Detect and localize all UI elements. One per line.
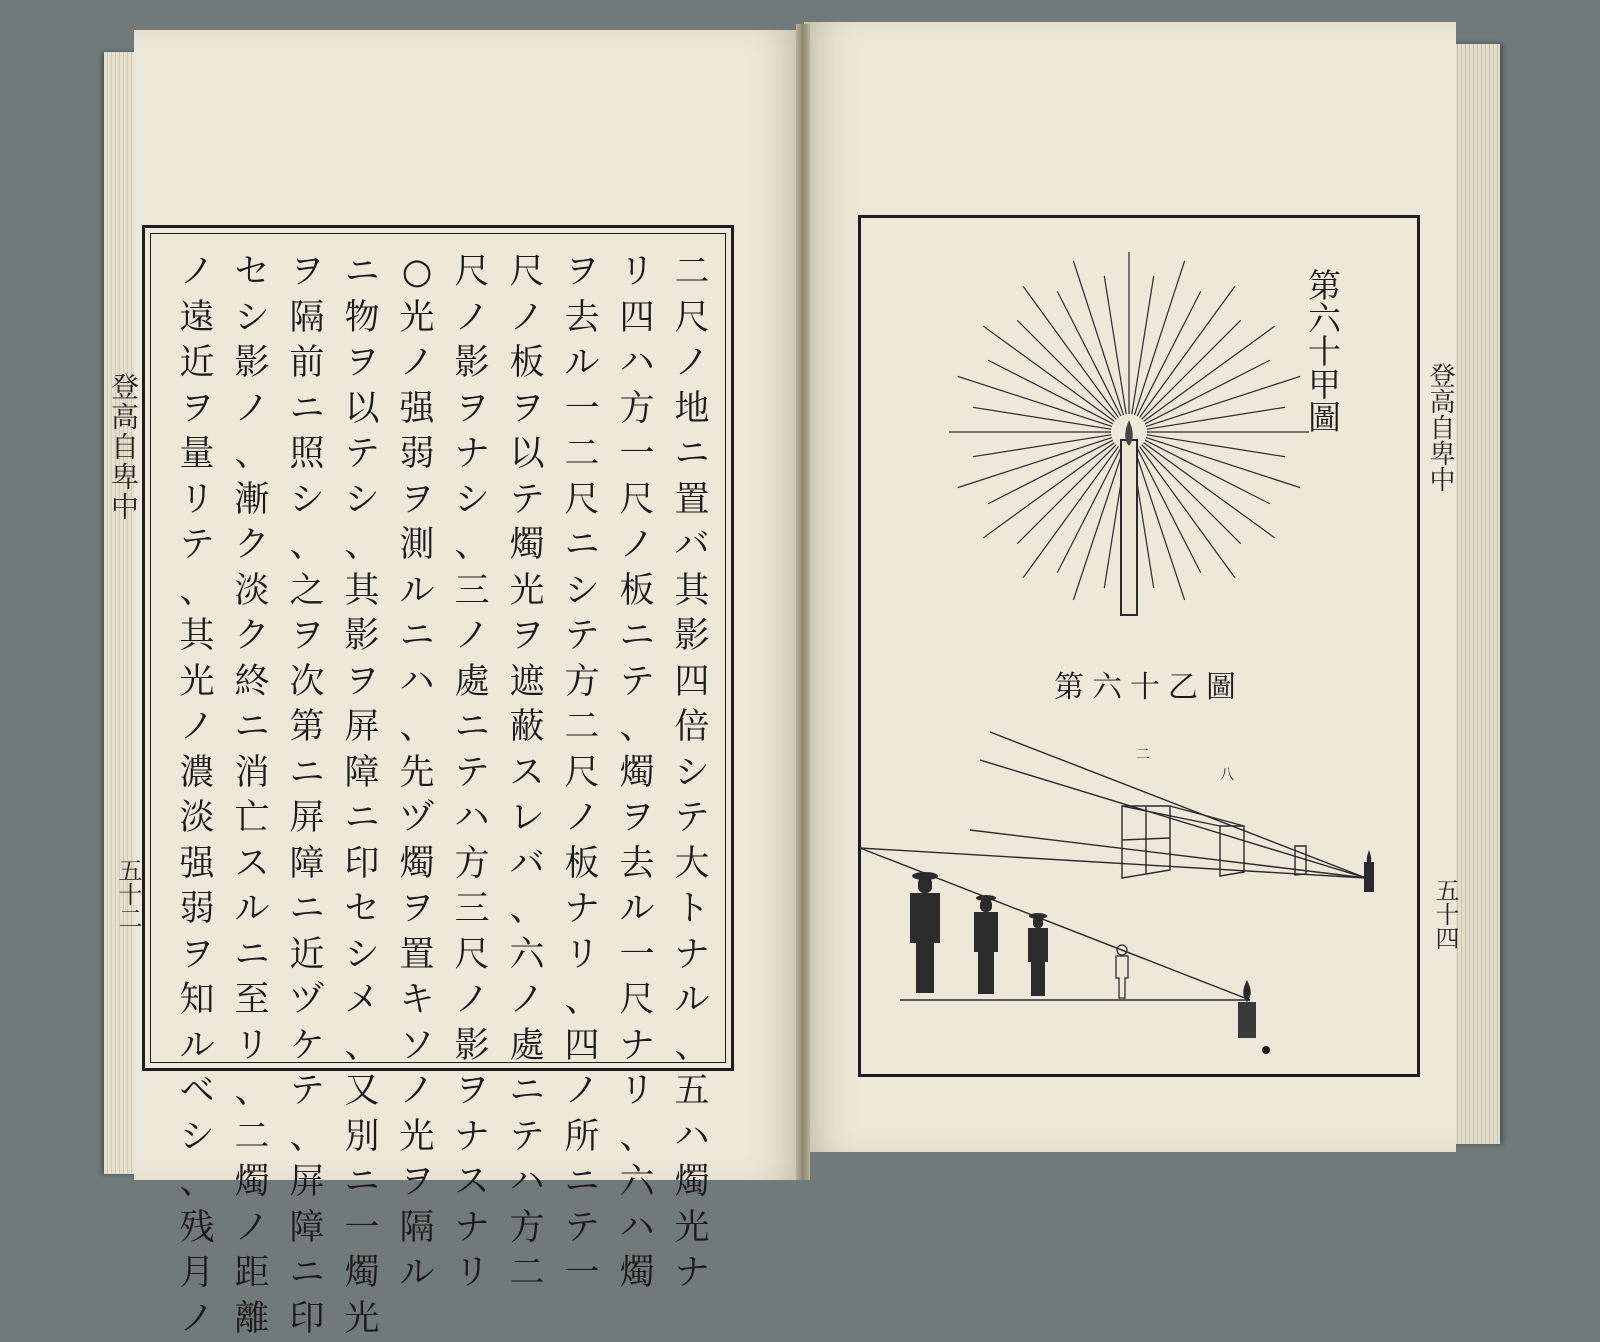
text-glyph: ヲ <box>449 1069 495 1115</box>
text-glyph: ル <box>669 978 715 1024</box>
text-glyph: バ <box>504 842 550 888</box>
text-glyph: 距 <box>229 1251 275 1297</box>
text-glyph: シ <box>229 296 275 342</box>
text-glyph: 强 <box>394 387 440 433</box>
light-ray <box>973 435 1111 457</box>
text-glyph: セ <box>339 887 385 933</box>
text-glyph: 四 <box>614 296 660 342</box>
text-glyph: 、 <box>339 1024 385 1070</box>
text-glyph: 、 <box>174 1160 220 1206</box>
text-glyph: 至 <box>229 978 275 1024</box>
text-glyph: ハ <box>504 1160 550 1206</box>
text-glyph: 燭 <box>614 1251 660 1297</box>
text-glyph: ナ <box>449 1206 495 1252</box>
text-glyph: ニ <box>284 751 330 797</box>
text-glyph: ノ <box>174 705 220 751</box>
text-glyph: 濃 <box>174 751 220 797</box>
text-glyph: 三 <box>449 887 495 933</box>
text-glyph: 知 <box>174 978 220 1024</box>
text-glyph: ソ <box>394 1024 440 1070</box>
text-glyph: ノ <box>229 1206 275 1252</box>
floor-candle-icon <box>1238 1002 1256 1038</box>
text-glyph: 板 <box>559 842 605 888</box>
text-glyph: ヲ <box>449 387 495 433</box>
text-glyph: ニ <box>339 250 385 296</box>
text-glyph: ナ <box>449 432 495 478</box>
text-glyph: ヲ <box>284 614 330 660</box>
text-glyph: 影 <box>669 614 715 660</box>
text-glyph: テ <box>339 432 385 478</box>
text-glyph: ク <box>229 614 275 660</box>
text-glyph: 一 <box>559 387 605 433</box>
text-glyph: 残 <box>174 1206 220 1252</box>
text-glyph: 以 <box>339 387 385 433</box>
light-ray <box>1017 320 1116 419</box>
small-candle-icon <box>1364 862 1374 892</box>
text-glyph: テ <box>614 660 660 706</box>
text-glyph: シ <box>174 1115 220 1161</box>
text-glyph: 月 <box>174 1251 220 1297</box>
text-glyph: 光 <box>339 1297 385 1342</box>
text-glyph: ヲ <box>614 796 660 842</box>
text-glyph: ベ <box>174 1069 220 1115</box>
text-glyph: 測 <box>394 523 440 569</box>
text-glyph: 六 <box>614 1160 660 1206</box>
text-glyph: シ <box>559 569 605 615</box>
text-glyph: 弱 <box>174 887 220 933</box>
text-glyph: 三 <box>449 569 495 615</box>
light-ray <box>1104 276 1126 414</box>
text-glyph: 尺 <box>449 250 495 296</box>
text-glyph: 遮 <box>504 660 550 706</box>
text-glyph: 板 <box>614 569 660 615</box>
text-glyph: 影 <box>449 1024 495 1070</box>
text-glyph: シ <box>339 933 385 979</box>
figure-mark-hachi: 八 <box>1220 764 1234 784</box>
text-glyph: ヲ <box>284 250 330 296</box>
text-glyph: 二 <box>229 1115 275 1161</box>
light-ray <box>1144 326 1275 421</box>
text-glyph: 其 <box>339 569 385 615</box>
text-glyph: 光 <box>394 296 440 342</box>
text-glyph: ヲ <box>339 660 385 706</box>
text-glyph: ノ <box>229 387 275 433</box>
text-glyph: ナ <box>449 1115 495 1161</box>
light-ray <box>1144 443 1275 538</box>
text-glyph: ノ <box>174 250 220 296</box>
text-glyph: 光 <box>174 660 220 706</box>
text-glyph: 倍 <box>669 705 715 751</box>
text-glyph: ノ <box>394 1069 440 1115</box>
text-glyph: 物 <box>339 296 385 342</box>
text-glyph: 方 <box>614 387 660 433</box>
text-glyph: 以 <box>504 432 550 478</box>
text-glyph: 方 <box>449 842 495 888</box>
text-glyph: 四 <box>559 1024 605 1070</box>
text-glyph: 置 <box>669 478 715 524</box>
text-glyph: 所 <box>559 1115 605 1161</box>
text-glyph: シ <box>449 478 495 524</box>
text-glyph: 一 <box>614 432 660 478</box>
text-glyph: シ <box>339 478 385 524</box>
figure-60a-caption: 第六十甲圖 <box>1308 268 1348 433</box>
text-glyph: 尺 <box>559 751 605 797</box>
text-glyph: 、 <box>229 1069 275 1115</box>
text-glyph: ニ <box>284 887 330 933</box>
text-glyph: 一 <box>339 1206 385 1252</box>
text-glyph: ナ <box>614 1024 660 1070</box>
text-glyph: 强 <box>174 842 220 888</box>
text-glyph: 地 <box>669 387 715 433</box>
text-glyph: 又 <box>339 1069 385 1115</box>
text-glyph: ハ <box>614 1206 660 1252</box>
text-glyph: ナ <box>669 1251 715 1297</box>
text-glyph: 方 <box>559 660 605 706</box>
text-glyph: テ <box>559 1206 605 1252</box>
text-glyph: 照 <box>284 432 330 478</box>
text-glyph: 、 <box>284 1115 330 1161</box>
projection-diagram <box>860 732 1366 1000</box>
text-glyph: ニ <box>394 614 440 660</box>
text-glyph: 尺 <box>614 978 660 1024</box>
left-margin-page-number: 五十二 <box>112 858 142 930</box>
text-glyph: 隔 <box>284 296 330 342</box>
text-glyph: ニ <box>229 705 275 751</box>
text-glyph: ノ <box>559 796 605 842</box>
text-glyph: リ <box>174 478 220 524</box>
text-glyph: 燭 <box>394 842 440 888</box>
text-glyph: テ <box>284 1069 330 1115</box>
text-glyph: テ <box>669 796 715 842</box>
text-glyph: 、 <box>559 978 605 1024</box>
text-glyph: 次 <box>284 660 330 706</box>
small-person-outline <box>1116 945 1128 998</box>
text-glyph: ハ <box>449 796 495 842</box>
text-glyph: ヲ <box>394 887 440 933</box>
text-glyph: 、 <box>339 523 385 569</box>
text-glyph: 二 <box>559 432 605 478</box>
light-ray <box>983 326 1114 421</box>
text-glyph: 板 <box>504 341 550 387</box>
text-glyph: 終 <box>229 660 275 706</box>
text-glyph: 燭 <box>229 1160 275 1206</box>
text-glyph: 屏 <box>284 796 330 842</box>
text-glyph: ニ <box>614 614 660 660</box>
left-margin-title: 登高自卑中 <box>110 372 140 522</box>
right-margin-page-number: 五十四 <box>1426 878 1460 950</box>
text-glyph: 燭 <box>339 1251 385 1297</box>
text-glyph: ニ <box>284 1251 330 1297</box>
text-glyph: 、 <box>449 523 495 569</box>
text-glyph: 一 <box>614 933 660 979</box>
text-glyph: 光 <box>669 1206 715 1252</box>
text-glyph: テ <box>449 751 495 797</box>
text-glyph: 處 <box>449 660 495 706</box>
figure-60b-caption: 第六十乙圖 <box>1054 662 1244 706</box>
text-glyph: ヲ <box>339 341 385 387</box>
text-glyph: 燭 <box>614 751 660 797</box>
text-glyph: 尺 <box>504 250 550 296</box>
text-glyph: ヲ <box>559 250 605 296</box>
text-glyph: 二 <box>559 705 605 751</box>
text-glyph: ヅ <box>394 796 440 842</box>
light-ray <box>1017 445 1116 544</box>
text-glyph: ニ <box>339 1160 385 1206</box>
text-glyph: 其 <box>669 569 715 615</box>
text-glyph: 、 <box>229 432 275 478</box>
text-glyph: 二 <box>504 1251 550 1297</box>
text-glyph: 尺 <box>559 478 605 524</box>
text-glyph: ス <box>229 842 275 888</box>
text-glyph: 燭 <box>504 523 550 569</box>
text-glyph: 之 <box>284 569 330 615</box>
text-glyph: テ <box>504 1115 550 1161</box>
text-glyph: レ <box>504 796 550 842</box>
text-glyph: ニ <box>449 705 495 751</box>
text-glyph: ノ <box>669 341 715 387</box>
text-glyph: ス <box>504 751 550 797</box>
text-glyph: 、 <box>614 705 660 751</box>
text-glyph: ヅ <box>284 978 330 1024</box>
text-glyph: ノ <box>504 978 550 1024</box>
text-glyph: 障 <box>339 751 385 797</box>
text-glyph: ニ <box>504 1069 550 1115</box>
text-glyph: ヲ <box>504 387 550 433</box>
text-glyph: ニ <box>669 432 715 478</box>
light-ray <box>1132 276 1154 414</box>
text-glyph: 二 <box>669 250 715 296</box>
right-margin-title: 登高自卑中 <box>1422 362 1456 492</box>
text-glyph: ト <box>669 887 715 933</box>
text-glyph: 尺 <box>614 478 660 524</box>
text-glyph: ○ <box>394 250 440 296</box>
text-glyph: 屏 <box>284 1160 330 1206</box>
text-glyph: リ <box>614 1069 660 1115</box>
light-ray <box>1140 447 1235 578</box>
text-glyph: 、 <box>669 1024 715 1070</box>
light-ray <box>1147 435 1285 457</box>
text-glyph: ヲ <box>394 1160 440 1206</box>
text-glyph: 近 <box>284 933 330 979</box>
light-ray <box>1142 320 1241 419</box>
text-glyph: 去 <box>614 842 660 888</box>
text-glyph: 五 <box>669 1069 715 1115</box>
text-glyph: ス <box>449 1160 495 1206</box>
text-glyph: 先 <box>394 751 440 797</box>
text-glyph: テ <box>559 614 605 660</box>
text-glyph: 六 <box>504 933 550 979</box>
text-glyph: ノ <box>394 341 440 387</box>
text-glyph: 、 <box>174 569 220 615</box>
text-glyph: 方 <box>504 1206 550 1252</box>
text-glyph: 障 <box>284 1206 330 1252</box>
text-glyph: リ <box>559 933 605 979</box>
text-glyph: 去 <box>559 296 605 342</box>
text-glyph: 障 <box>284 842 330 888</box>
text-glyph: ノ <box>449 296 495 342</box>
text-glyph: 影 <box>339 614 385 660</box>
text-glyph: 處 <box>504 1024 550 1070</box>
text-glyph: 影 <box>229 341 275 387</box>
text-glyph: キ <box>394 978 440 1024</box>
text-glyph: ル <box>394 1251 440 1297</box>
text-glyph: 影 <box>449 341 495 387</box>
text-glyph: 隔 <box>394 1206 440 1252</box>
text-glyph: メ <box>339 978 385 1024</box>
text-glyph: ヲ <box>394 478 440 524</box>
text-glyph: ヲ <box>504 614 550 660</box>
light-ray <box>1073 449 1123 600</box>
text-glyph: 燭 <box>669 1160 715 1206</box>
light-ray <box>1140 286 1235 417</box>
text-glyph: ニ <box>229 933 275 979</box>
light-ray <box>1147 407 1285 429</box>
text-glyph: 第 <box>284 705 330 751</box>
text-glyph: ノ <box>449 978 495 1024</box>
text-glyph: ル <box>174 1024 220 1070</box>
text-glyph: 、 <box>284 523 330 569</box>
text-glyph: ハ <box>394 660 440 706</box>
text-glyph: ノ <box>614 523 660 569</box>
text-glyph: 別 <box>339 1115 385 1161</box>
text-glyph: 尺 <box>669 296 715 342</box>
text-glyph: ル <box>559 341 605 387</box>
light-ray <box>983 443 1114 538</box>
text-glyph: 前 <box>284 341 330 387</box>
text-glyph: ニ <box>559 523 605 569</box>
text-glyph: ル <box>229 887 275 933</box>
text-glyph: 消 <box>229 751 275 797</box>
text-glyph: ニ <box>339 796 385 842</box>
text-glyph: 四 <box>669 660 715 706</box>
figure-mark-ni: 二 <box>1136 744 1150 764</box>
text-glyph: リ <box>229 1024 275 1070</box>
text-glyph: 屏 <box>339 705 385 751</box>
text-glyph: ノ <box>174 1297 220 1342</box>
text-glyph: ニ <box>559 1160 605 1206</box>
person-silhouettes <box>910 872 1048 996</box>
text-glyph: シ <box>669 751 715 797</box>
text-glyph: 光 <box>394 1115 440 1161</box>
light-ray <box>1023 447 1118 578</box>
text-glyph: ル <box>394 569 440 615</box>
text-glyph: 漸 <box>229 478 275 524</box>
text-glyph: バ <box>669 523 715 569</box>
text-glyph: 亡 <box>229 796 275 842</box>
text-glyph: 、 <box>504 887 550 933</box>
text-glyph: 、 <box>614 1115 660 1161</box>
text-glyph: ノ <box>504 296 550 342</box>
text-glyph: 近 <box>174 341 220 387</box>
light-ray <box>1142 445 1241 544</box>
text-glyph: ノ <box>559 1069 605 1115</box>
text-glyph: 印 <box>284 1297 330 1342</box>
text-glyph: 光 <box>504 569 550 615</box>
candle-icon <box>1121 440 1137 615</box>
text-glyph: ナ <box>559 887 605 933</box>
text-glyph: リ <box>614 250 660 296</box>
text-glyph: ル <box>614 887 660 933</box>
text-glyph: ヲ <box>174 387 220 433</box>
text-glyph: 印 <box>339 842 385 888</box>
text-glyph: 淡 <box>174 796 220 842</box>
text-glyph: ハ <box>669 1115 715 1161</box>
text-glyph: 離 <box>229 1297 275 1342</box>
text-glyph: ノ <box>449 614 495 660</box>
light-ray <box>973 407 1111 429</box>
text-glyph: 大 <box>669 842 715 888</box>
text-glyph: 其 <box>174 614 220 660</box>
text-glyph: ニ <box>284 387 330 433</box>
text-glyph: 尺 <box>449 933 495 979</box>
light-ray <box>1023 286 1118 417</box>
text-glyph: テ <box>174 523 220 569</box>
text-glyph: テ <box>504 478 550 524</box>
text-glyph: ハ <box>614 341 660 387</box>
text-glyph: 蔽 <box>504 705 550 751</box>
text-glyph: 一 <box>559 1251 605 1297</box>
text-glyph: セ <box>229 250 275 296</box>
text-glyph: ケ <box>284 1024 330 1070</box>
text-glyph: 、 <box>394 705 440 751</box>
text-glyph: シ <box>284 478 330 524</box>
text-glyph: リ <box>449 1251 495 1297</box>
text-glyph: ナ <box>669 933 715 979</box>
text-glyph: 弱 <box>394 432 440 478</box>
text-glyph: 淡 <box>229 569 275 615</box>
text-glyph: ヲ <box>174 933 220 979</box>
text-glyph: 置 <box>394 933 440 979</box>
text-glyph: ク <box>229 523 275 569</box>
light-ray <box>1135 449 1185 600</box>
text-glyph: 遠 <box>174 296 220 342</box>
text-glyph: 量 <box>174 432 220 478</box>
